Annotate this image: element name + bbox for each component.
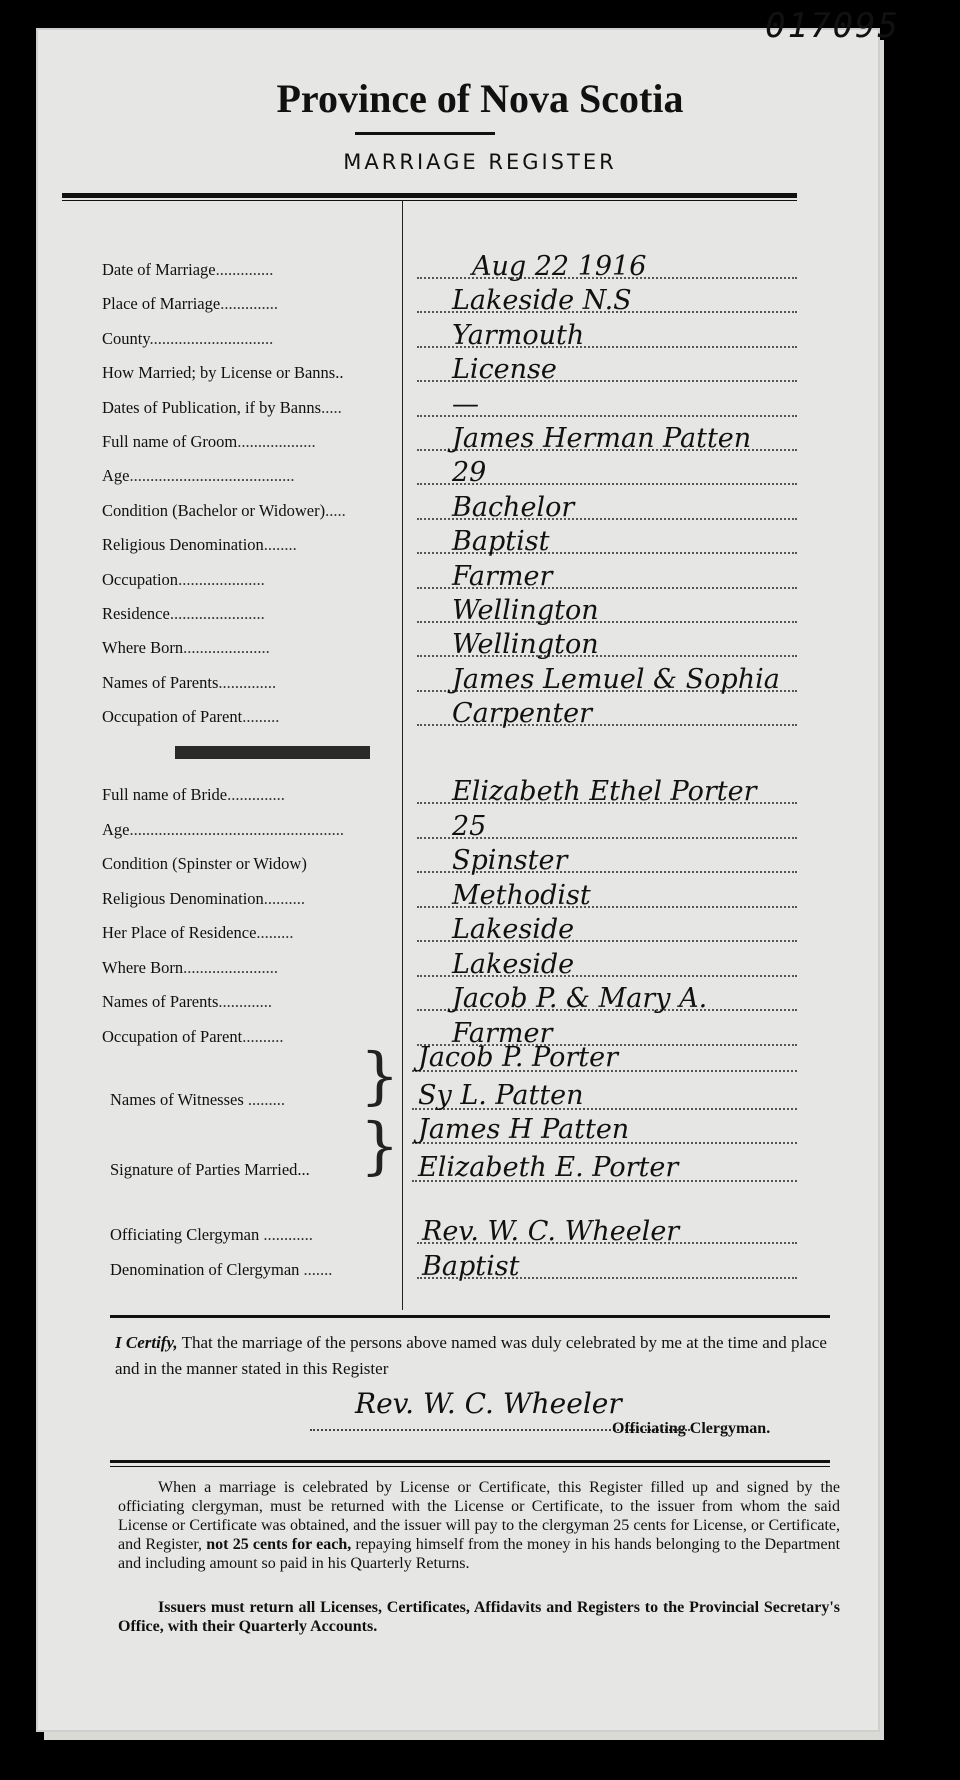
field-value-place-of-marriage: Lakeside N.S — [452, 285, 632, 317]
header-divider-thin — [62, 200, 797, 201]
field-label: County.............................. — [102, 328, 274, 348]
officiating-clergyman-row — [62, 1215, 797, 1249]
field-label: Age.................................................... — [102, 819, 344, 839]
field-row-dates-of-publication-if-by-banns — [62, 388, 797, 422]
signature-groom-value: James H Patten — [418, 1114, 630, 1145]
field-label: Names of Witnesses ......... — [110, 1090, 286, 1109]
instructions-emphasis: not 25 cents for each, — [206, 1536, 352, 1553]
field-row-names-of-parents — [62, 982, 797, 1016]
instructions-rule — [110, 1460, 830, 1463]
field-label: Occupation of Parent.......... — [102, 1026, 284, 1046]
field-row-where-born — [62, 628, 797, 662]
field-row-names-of-parents — [62, 663, 797, 697]
field-value-full-name-of-groom: James Herman Patten — [452, 423, 752, 454]
field-label: Signature of Parties Married... — [110, 1160, 310, 1179]
certificate-role: Officiating Clergyman. — [612, 1420, 771, 1437]
field-value-date-of-marriage: Aug 22 1916 — [472, 251, 647, 282]
field-label: Dates of Publication, if by Banns..... — [102, 397, 342, 417]
field-label: Place of Marriage.............. — [102, 294, 278, 314]
field-label: Names of Parents............. — [102, 992, 273, 1011]
field-row-date-of-marriage — [62, 250, 797, 284]
field-row-county — [62, 319, 797, 353]
field-row-religious-denomination — [62, 879, 797, 913]
field-value-condition-bachelor-or-widower: Bachelor — [452, 491, 575, 523]
field-value-age: 29 — [452, 457, 487, 489]
field-label: Occupation of Parent......... — [102, 707, 280, 727]
field-row-age — [62, 810, 797, 844]
field-label: Denomination of Clergyman ....... — [110, 1260, 333, 1279]
field-row-full-name-of-bride — [62, 775, 797, 809]
field-value-full-name-of-bride: Elizabeth Ethel Porter — [452, 776, 757, 807]
instructions-paragraph — [118, 1478, 840, 1573]
field-row-age — [62, 456, 797, 490]
officiating-clergyman-value: Rev. W. C. Wheeler — [422, 1216, 680, 1247]
field-value-occupation: Farmer — [452, 560, 553, 592]
field-label: Religious Denomination........ — [102, 535, 297, 555]
field-value-religious-denomination: Baptist — [452, 526, 550, 558]
denomination-clergyman-row — [62, 1250, 797, 1284]
field-row-full-name-of-groom — [62, 422, 797, 456]
field-value-occupation-of-parent: Carpenter — [452, 698, 593, 730]
field-label: Full name of Bride.............. — [102, 785, 285, 804]
field-row-religious-denomination — [62, 525, 797, 559]
instructions-text: When a marriage is celebrated by License or Certificate, this Register filled up and signed by the officiating clergyman, must be returned with the License or Certificate, to the issuer from whom the said License or Certificate was obtained, and the issuer will pay to the clergyman 25 cents for License, or Certificate, and Register, — [118, 1479, 840, 1553]
certificate-text — [115, 1330, 830, 1382]
instructions-text: repaying himself from the money in his hands belonging to the Department and including amount so paid in his Quarterly Returns. — [118, 1536, 841, 1572]
field-value-occupation-of-parent: Farmer — [452, 1017, 553, 1049]
field-value-where-born: Wellington — [452, 629, 599, 661]
field-label: Religious Denomination.......... — [102, 888, 306, 908]
witness-2-value: Sy L. Patten — [418, 1080, 584, 1111]
witnesses-brace: } — [360, 1039, 400, 1112]
field-label: Where Born..................... — [102, 638, 270, 658]
field-value-county: Yarmouth — [452, 319, 585, 351]
field-value-where-born: Lakeside — [452, 948, 575, 980]
field-value-condition-spinster-or-widow: Spinster — [452, 845, 568, 876]
field-value-age: 25 — [452, 810, 487, 842]
field-row-condition-bachelor-or-widower — [62, 491, 797, 525]
register-subtitle: MARRIAGE REGISTER — [343, 150, 617, 174]
certificate-signature: Rev. W. C. Wheeler — [355, 1387, 622, 1420]
field-row-how-married-by-license-or-banns — [62, 353, 797, 387]
field-label: Condition (Bachelor or Widower)..... — [102, 500, 346, 520]
field-row-condition-spinster-or-widow — [62, 844, 797, 878]
field-value-residence: Wellington — [452, 595, 599, 626]
field-value-dates-of-publication-if-by-banns: — — [452, 388, 479, 420]
denomination-clergyman-value: Baptist — [422, 1251, 520, 1282]
field-label: Occupation..................... — [102, 569, 265, 589]
field-label: How Married; by License or Banns.. — [102, 363, 344, 383]
signatures-brace: } — [360, 1109, 400, 1182]
field-row-her-place-of-residence — [62, 913, 797, 947]
document-number: 017095 — [765, 6, 900, 46]
instructions-return-note: Issuers must return all Licenses, Certificates, Affidavits and Registers to the Provincial Secretary's Office, with their Quarterly Accounts. — [118, 1599, 840, 1635]
field-label: Officiating Clergyman ............ — [110, 1225, 313, 1244]
field-label: Names of Parents.............. — [102, 672, 277, 692]
header-divider — [62, 193, 797, 198]
field-label: Where Born....................... — [102, 957, 278, 977]
field-label: Date of Marriage.............. — [102, 260, 274, 279]
field-row-occupation-of-parent — [62, 697, 797, 731]
field-row-occupation — [62, 560, 797, 594]
certificate-body: That the marriage of the persons above named was duly celebrated by me at the time and place and in the manner stated in this Register — [115, 1333, 827, 1378]
certificate-rule — [110, 1315, 830, 1318]
groom-bride-separator — [175, 746, 370, 759]
field-value-her-place-of-residence: Lakeside — [452, 914, 575, 945]
witness-1-value: Jacob P. Porter — [418, 1042, 618, 1073]
instructions-rule-thin — [110, 1466, 830, 1467]
field-label: Full name of Groom................... — [102, 432, 316, 451]
field-label: Her Place of Residence......... — [102, 923, 294, 942]
field-row-where-born — [62, 948, 797, 982]
field-row-residence — [62, 594, 797, 628]
field-value-religious-denomination: Methodist — [452, 879, 591, 911]
field-value-names-of-parents: James Lemuel & Sophia — [452, 663, 780, 695]
field-label: Residence....................... — [102, 604, 265, 623]
field-value-how-married-by-license-or-banns: License — [452, 354, 557, 386]
title-underline — [355, 132, 495, 135]
page-title: Province of Nova Scotia — [276, 76, 684, 121]
field-label: Condition (Spinster or Widow) — [102, 854, 307, 873]
field-label: Age........................................ — [102, 466, 295, 486]
field-row-place-of-marriage — [62, 284, 797, 318]
field-value-names-of-parents: Jacob P. & Mary A. — [452, 983, 708, 1014]
signature-bride-value: Elizabeth E. Porter — [418, 1152, 679, 1183]
certificate-head: I Certify, — [115, 1333, 178, 1352]
